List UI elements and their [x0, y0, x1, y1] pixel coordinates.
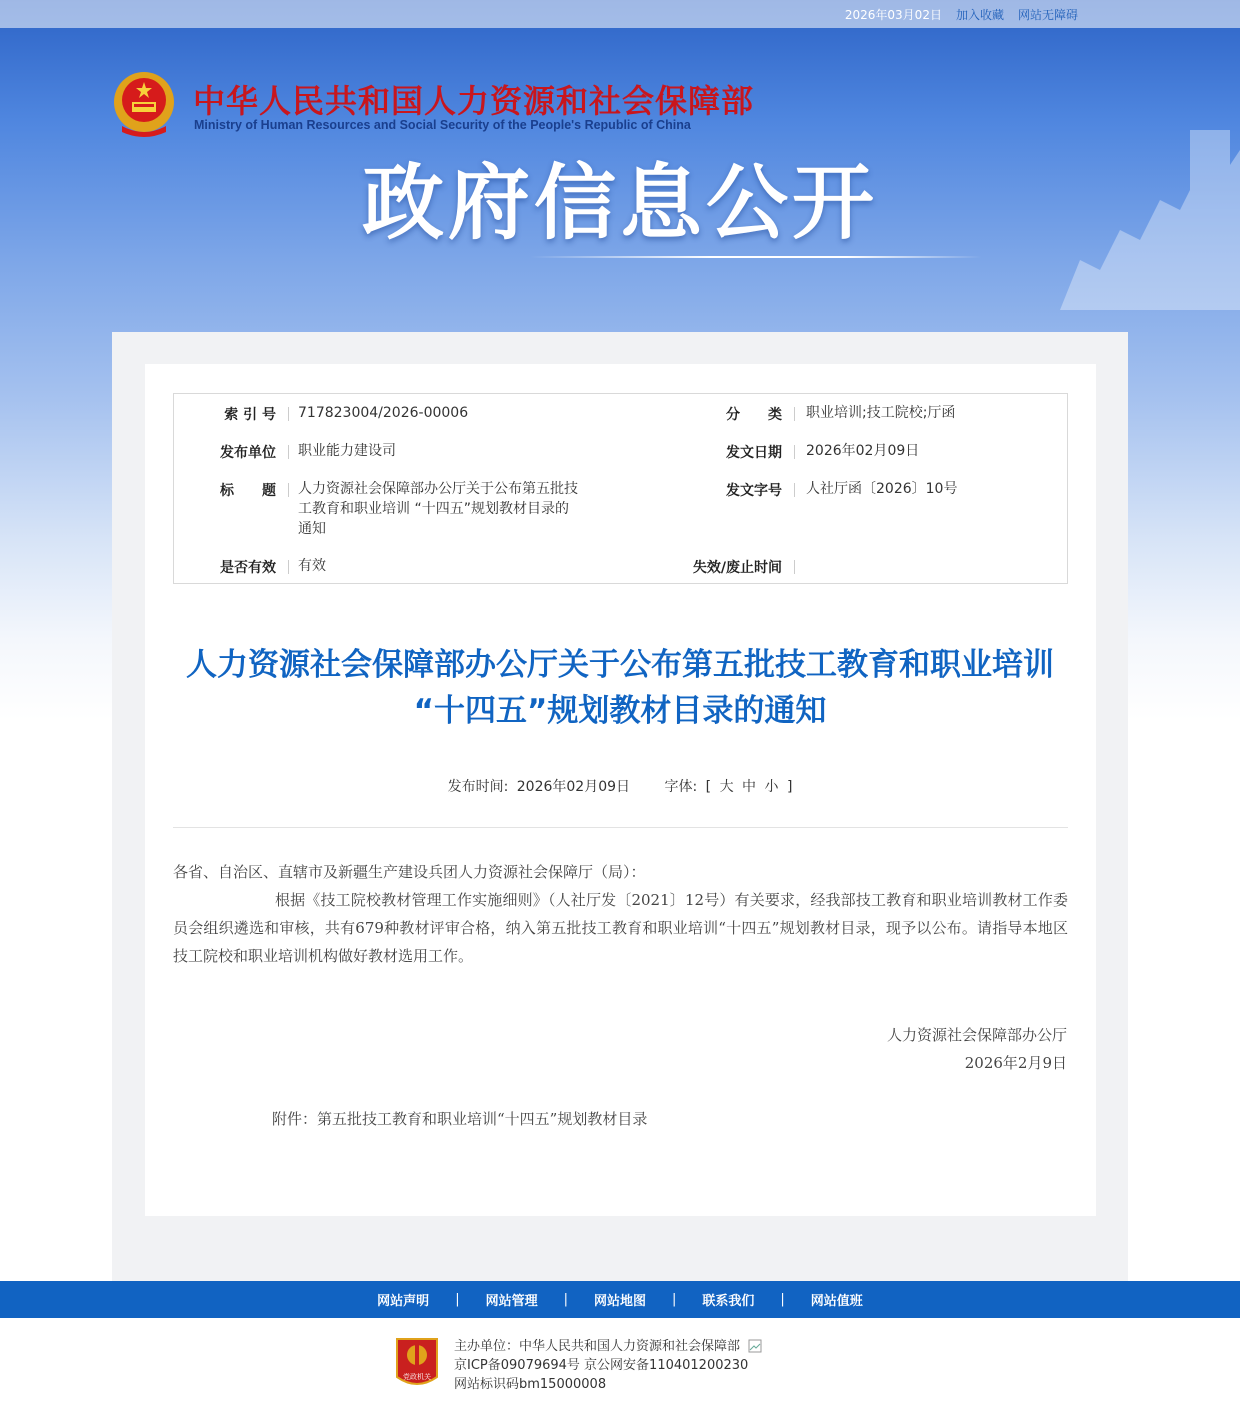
footer-link-contact[interactable]: 联系我们 — [702, 1294, 755, 1309]
signature-date: 2026年2月9日 — [964, 1054, 1067, 1072]
category-value: 职业培训;技工院校;厅函 — [806, 405, 956, 421]
content-divider — [173, 827, 1068, 828]
footer-sponsor: 主办单位：中华人民共和国人力资源和社会保障部 — [454, 1339, 741, 1354]
broken-image-icon[interactable] — [748, 1339, 762, 1353]
top-links — [845, 6, 1078, 23]
separator — [288, 445, 289, 459]
separator — [288, 407, 289, 421]
footer-link-statement[interactable]: 网站声明 — [377, 1294, 430, 1309]
article-salutation: 各省、自治区、直辖市及新疆生产建设兵团人力资源社会保障厅（局）： — [173, 863, 646, 881]
footer-link-duty[interactable]: 网站值班 — [810, 1294, 863, 1309]
doc-number-label: 发文字号 — [726, 483, 782, 499]
index-label: 索 引 号 — [224, 407, 276, 423]
font-size-medium-button[interactable]: 中 — [742, 779, 757, 795]
site-name-cn: 中华人民共和国人力资源和社会保障部 — [193, 82, 755, 120]
title-value: 人力资源社会保障部办公厅关于公布第五批技工教育和职业培训 “十四五”规划教材目录的通知 — [298, 481, 578, 537]
footer-nav — [0, 1281, 1240, 1318]
footer-link-management[interactable]: 网站管理 — [485, 1294, 538, 1309]
current-date: 2026年03月02日 — [844, 8, 942, 22]
footer-icp[interactable]: 京ICP备09079694号 京公网安备110401200230 — [454, 1358, 749, 1373]
document-meta-table — [173, 393, 1068, 584]
accessibility-link[interactable]: 网站无障碍 — [1017, 8, 1078, 22]
category-label: 分 类 — [726, 407, 782, 423]
signature-organization: 人力资源社会保障部办公厅 — [886, 1026, 1067, 1044]
separator — [288, 483, 289, 497]
top-bar — [0, 0, 1240, 28]
font-size-label: 字体: — [664, 779, 698, 795]
publisher-value: 职业能力建设司 — [298, 443, 396, 459]
attachment-line — [272, 1108, 647, 1129]
validity-label: 是否有效 — [220, 560, 276, 576]
attachment-link[interactable]: 第五批技工教育和职业培训“十四五”规划教材目录 — [317, 1110, 648, 1128]
font-size-open-bracket: [ — [705, 779, 712, 795]
footer-separator: | — [455, 1292, 460, 1307]
article-paragraph: 根据《技工院校教材管理工作实施细则》（人社厅发〔2021〕12号）有关要求，经我部技工教育和职业培训教材工作委员会组织遴选和审核，共有679种教材评审合格，纳入第五批技工教育和职业培训“十四五”规划教材目录，现予以公布。请指导本地区技工院校和职业培训机构做好教材选用工作。 — [173, 891, 1068, 965]
title-label: 标 题 — [220, 483, 276, 499]
footer-site-code: 网站标识码bm15000008 — [454, 1377, 607, 1392]
separator — [794, 483, 795, 497]
badge-text: 党政机关 — [403, 1373, 431, 1381]
site-name-en: Ministry of Human Resources and Social Security of the People's Republic of China — [194, 118, 691, 132]
footer-separator: | — [780, 1292, 785, 1307]
issue-date-label: 发文日期 — [726, 445, 782, 461]
footer-text — [454, 1337, 748, 1394]
banner-divider — [530, 256, 982, 258]
font-size-small-button[interactable]: 小 — [764, 779, 779, 795]
publisher-label: 发布单位 — [220, 445, 276, 461]
publish-time-value: 2026年02月09日 — [516, 779, 631, 795]
expiry-label: 失效/废止时间 — [692, 560, 782, 576]
publish-time-label: 发布时间: — [447, 779, 509, 795]
publish-info — [0, 776, 1240, 796]
party-government-badge-icon[interactable] — [393, 1335, 441, 1393]
index-value: 717823004/2026-00006 — [298, 405, 469, 421]
separator — [288, 560, 289, 574]
separator — [794, 560, 795, 574]
footer-link-sitemap[interactable]: 网站地图 — [593, 1294, 646, 1309]
separator — [794, 407, 795, 421]
bookmark-link[interactable]: 加入收藏 — [955, 8, 1004, 22]
doc-number-value: 人社厅函〔2026〕10号 — [806, 481, 958, 497]
font-size-close-bracket: ] — [786, 779, 793, 795]
separator — [794, 445, 795, 459]
footer-separator: | — [672, 1292, 677, 1307]
footer-separator: | — [563, 1292, 568, 1307]
font-size-large-button[interactable]: 大 — [719, 779, 734, 795]
validity-value: 有效 — [298, 558, 326, 574]
national-emblem-icon — [112, 70, 176, 138]
article-body — [173, 858, 1068, 970]
banner-title: 政府信息公开 — [361, 156, 878, 251]
attachment-label: 附件： — [272, 1110, 318, 1128]
issue-date-value: 2026年02月09日 — [806, 443, 920, 459]
article-title: 人力资源社会保障部办公厅关于公布第五批技工教育和职业培训 “十四五”规划教材目录的通知 — [186, 647, 1054, 729]
